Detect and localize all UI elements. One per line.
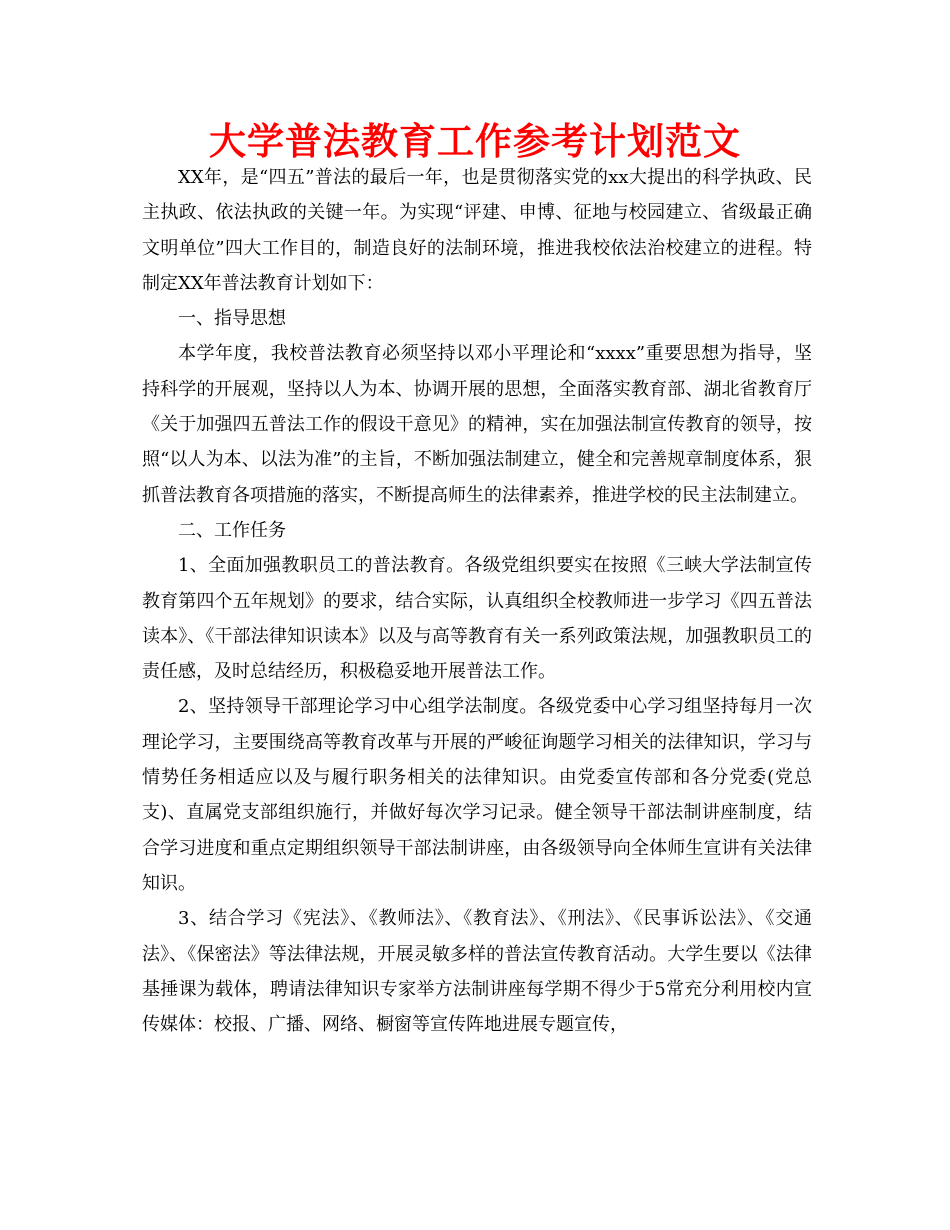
paragraph-intro: XX年，是“四五”普法的最后一年，也是贯彻落实党的xx大提出的科学执政、民主执政、依法执政的关键一年。为实现“评建、申博、征地与校园建立、省级最正确文明单位”四大工作目的，制造良好的法制环境，推进我校依法治校建立的进程。特制定XX年普法教育计划如下：: [142, 167, 812, 294]
section-heading-guiding-ideology: 一、指导思想: [178, 308, 286, 330]
document-title: 大学普法教育工作参考计划范文: [209, 120, 741, 163]
paragraph-task-2: 2、坚持领导干部理论学习中心组学法制度。各级党委中心学习组坚持每月一次理论学习，主要围绕高等教育改革与开展的严峻征询题学习相关的法律知识，学习与情势任务相适应以及与履行职务相关的法律知识。由党委宣传部和各分党委(党总支)、直属党支部组织施行，并做好每次学习记录。健全领导干部法制讲座制度，结合学习进度和重点定期组织领导干部法制讲座，由各级领导向全体师生宣讲有关法律知识。: [142, 696, 812, 894]
paragraph-task-1: 1、全面加强教职员工的普法教育。各级党组织要实在按照《三峡大学法制宣传教育第四个五年规划》的要求，结合实际，认真组织全校教师进一步学习《四五普法读本》、《干部法律知识读本》以及与高等教育有关一系列政策法规，加强教职员工的责任感，及时总结经历，积极稳妥地开展普法工作。: [142, 555, 812, 683]
document-body: [142, 160, 812, 1042]
paragraph-task-3: 3、结合学习《宪法》、《教师法》、《教育法》、《刑法》、《民事诉讼法》、《交通法》、《保密法》等法律法规，开展灵敏多样的普法宣传教育活动。大学生要以《法律基捶课为载体，聘请法律知识专家举方法制讲座每学期不得少于5常充分利用校内宣传媒体：校报、广播、网络、橱窗等宣传阵地进展专题宣传，: [142, 908, 812, 1036]
section-heading-work-tasks: 二、工作任务: [178, 519, 286, 541]
paragraph-guiding-ideology: 本学年度，我校普法教育必须坚持以邓小平理论和“xxxx”重要思想为指导，坚持科学的开展观，坚持以人为本、协调开展的思想，全面落实教育部、湖北省教育厅《关于加强四五普法工作的假设干意见》的精神，实在加强法制宣传教育的领导，按照“以人为本、以法为准”的主旨，不断加强法制建立，健全和完善规章制度体系，狠抓普法教育各项措施的落实，不断提高师生的法律素养，推进学校的民主法制建立。: [142, 343, 812, 506]
